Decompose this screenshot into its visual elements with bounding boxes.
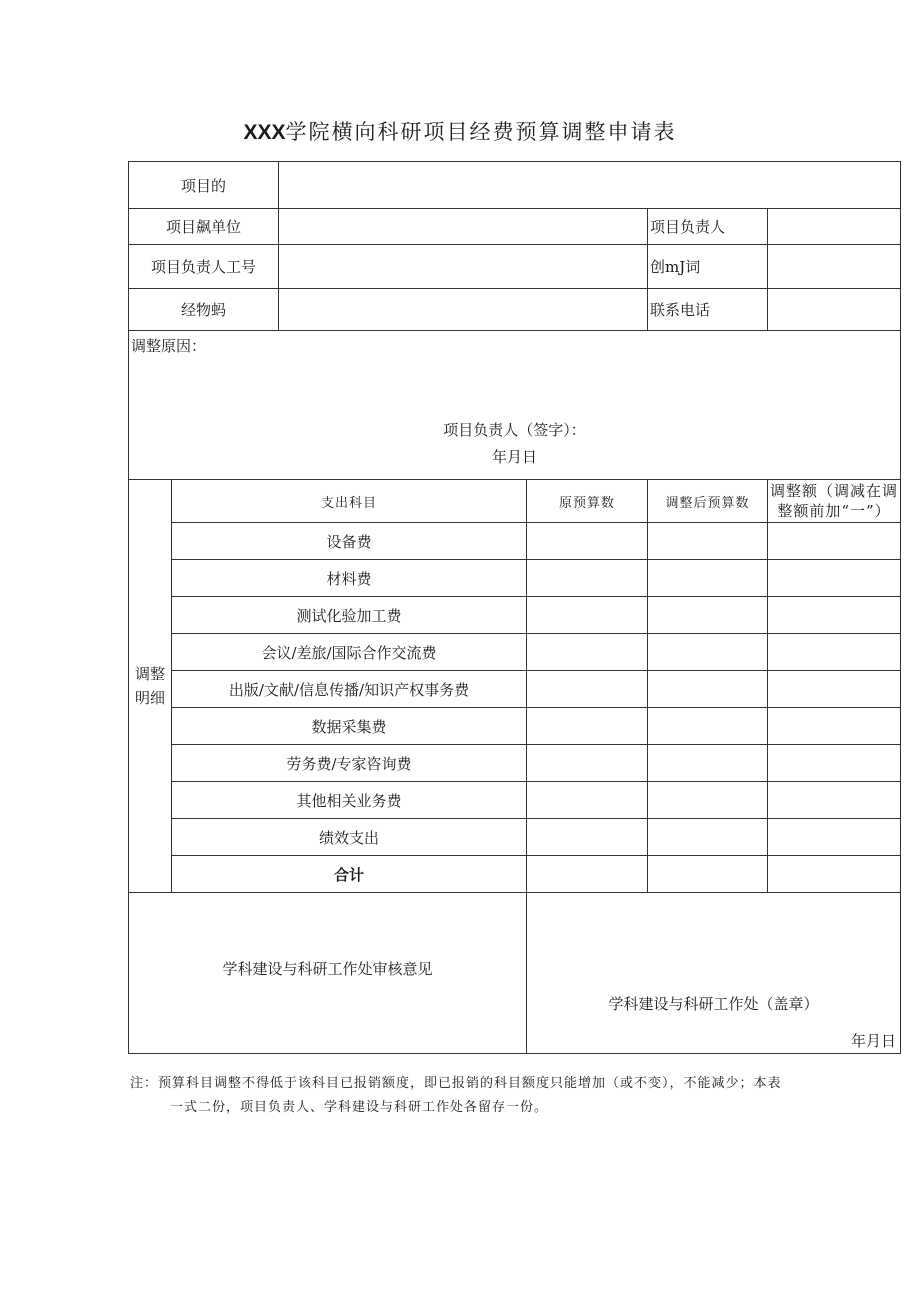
amount-cell[interactable] (768, 819, 901, 856)
odd-field[interactable] (768, 245, 901, 289)
header-adjusted: 调整后预算数 (648, 480, 768, 523)
row-label: 劳务费/专家咨询费 (172, 745, 527, 782)
adjusted-cell[interactable] (648, 819, 768, 856)
amount-cell[interactable] (768, 782, 901, 819)
reason-signature-label: 项目负责人（签字）： (443, 421, 586, 439)
reason-label: 调整原因： (131, 337, 207, 355)
original-cell[interactable] (527, 560, 648, 597)
project-label: 项目的 (129, 162, 279, 209)
original-cell[interactable] (527, 597, 648, 634)
row-label: 测试化验加工费 (172, 597, 527, 634)
header-original: 原预算数 (527, 480, 648, 523)
adjusted-cell[interactable] (648, 671, 768, 708)
detail-side-label: 调整 明细 (129, 480, 172, 893)
amount-cell[interactable] (768, 597, 901, 634)
leader-field[interactable] (768, 209, 901, 245)
amount-cell[interactable] (768, 634, 901, 671)
original-cell[interactable] (527, 671, 648, 708)
row-label: 出版/文献/信息传播/知识产权事务费 (172, 671, 527, 708)
adjusted-cell[interactable] (648, 560, 768, 597)
amount-cell[interactable] (768, 708, 901, 745)
amount-cell[interactable] (768, 523, 901, 560)
row-label: 数据采集费 (172, 708, 527, 745)
footnote (130, 1072, 850, 1120)
row-label: 绩效支出 (172, 819, 527, 856)
adjusted-cell[interactable] (648, 782, 768, 819)
adjusted-cell[interactable] (648, 708, 768, 745)
reason-box[interactable] (129, 331, 901, 480)
original-cell[interactable] (527, 708, 648, 745)
original-cell[interactable] (527, 819, 648, 856)
total-label: 合计 (172, 856, 527, 893)
total-adjusted-cell[interactable] (648, 856, 768, 893)
review-opinion-label: 学科建设与科研工作处审核意见 (222, 959, 433, 978)
odd-label: 创mJ词 (648, 245, 768, 289)
row-label: 设备费 (172, 523, 527, 560)
review-opinion-box[interactable] (129, 893, 527, 1054)
header-amount: 调整额（调减在调 整额前加“一”） (768, 480, 901, 523)
amount-cell[interactable] (768, 671, 901, 708)
expense-field[interactable] (279, 289, 648, 331)
expense-label: 经物蚂 (129, 289, 279, 331)
amount-cell[interactable] (768, 560, 901, 597)
row-label: 会议/差旅/国际合作交流费 (172, 634, 527, 671)
adjusted-cell[interactable] (648, 745, 768, 782)
page-title (0, 116, 920, 146)
total-amount-cell[interactable] (768, 856, 901, 893)
staff-id-label: 项目负责人工号 (129, 245, 279, 289)
original-cell[interactable] (527, 523, 648, 560)
original-cell[interactable] (527, 634, 648, 671)
original-cell[interactable] (527, 782, 648, 819)
review-stamp-box[interactable] (527, 893, 901, 1054)
footnote-line-1: 注：预算科目调整不得低于该科目已报销额度，即已报销的科目额度只能增加（或不变），不能减少；本表 (130, 1076, 782, 1091)
amount-cell[interactable] (768, 745, 901, 782)
adjusted-cell[interactable] (648, 597, 768, 634)
stamp-label: 学科建设与科研工作处（盖章） (608, 995, 819, 1013)
project-field[interactable] (279, 162, 901, 209)
title-prefix: XXX (243, 121, 286, 144)
phone-field[interactable] (768, 289, 901, 331)
leader-label: 项目负责人 (648, 209, 768, 245)
application-form (128, 161, 901, 1054)
phone-label: 联系电话 (648, 289, 768, 331)
adjusted-cell[interactable] (648, 523, 768, 560)
row-label: 材料费 (172, 560, 527, 597)
stamp-date-label: 年月日 (851, 1032, 897, 1050)
footnote-line-2: 一式二份，项目负责人、学科建设与科研工作处各留存一份。 (170, 1100, 549, 1115)
adjusted-cell[interactable] (648, 634, 768, 671)
staff-id-field[interactable] (279, 245, 648, 289)
row-label: 其他相关业务费 (172, 782, 527, 819)
total-original-cell[interactable] (527, 856, 648, 893)
unit-label: 项目飙单位 (129, 209, 279, 245)
header-item: 支出科目 (172, 480, 527, 523)
unit-field[interactable] (279, 209, 648, 245)
original-cell[interactable] (527, 745, 648, 782)
title-text: 学院横向科研项目经费预算调整申请表 (285, 120, 677, 144)
reason-date-label: 年月日 (492, 448, 538, 466)
